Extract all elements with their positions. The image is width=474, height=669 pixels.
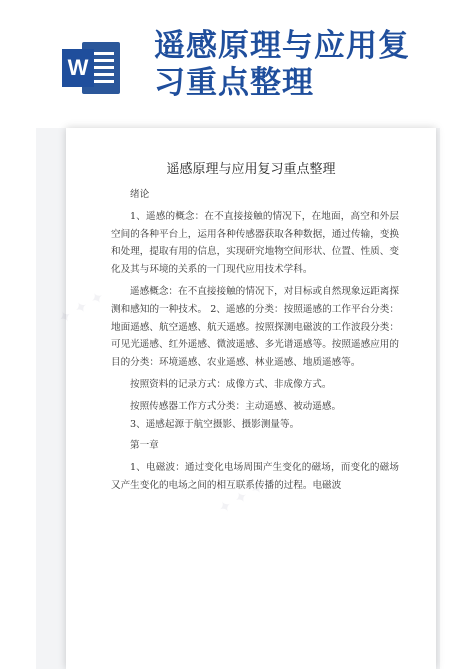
watermark: ✦ ✦ ✦ [214,476,268,519]
word-document-icon [60,40,122,96]
banner-title-line1: 遥感原理与应用复 [154,28,410,64]
document-title: 遥感原理与应用复习重点整理 [166,162,336,177]
document-preview-area [36,128,440,669]
paragraph: 3、遥感起源于航空摄影、摄影测量等。 [130,418,300,430]
paragraph: 1、电磁波：通过变化电场周围产生变化的磁场，而变化的磁场又产生变化的电场之间的相互联系传播的过程。电磁波 [111,462,399,491]
word-icon-letter: W [67,55,89,80]
watermark: ✦ ✦ ✦ [54,286,108,329]
document-body [111,186,399,495]
banner-title [154,28,454,102]
document-page [54,128,436,669]
paragraph: 1、遥感的概念：在不直接接触的情况下，在地面，高空和外层空间的各种平台上，运用各种传感器获取各种数据，通过传输，变换和处理，提取有用的信息，实现研究地物空间形状、位置、性质、变化及其与环境的关系的一门现代应用技术学科。 [111,210,399,276]
paragraph: 按照传感器工作方式分类：主动遥感、被动遥感。 [130,400,342,412]
paragraph: 遥感概念：在不直接接触的情况下，对目标或自然现象远距离探测和感知的一种技术。 2、遥感的分类：按照遥感的工作平台分类：地面遥感、航空遥感、航天遥感。按照探测电磁波的工作波段分类：可见光遥感、红外遥感、微波遥感、多光谱遥感等。按照遥感应用的目的分类：环境遥感、农业遥感、林业遥感、地质遥感等。 [111,285,399,369]
paragraph: 按照资料的记录方式：成像方式、非成像方式。 [130,378,332,390]
header-banner [0,0,474,126]
banner-title-line2: 习重点整理 [154,65,314,101]
section-heading: 绪论 [130,189,150,200]
section-heading: 第一章 [130,440,159,452]
